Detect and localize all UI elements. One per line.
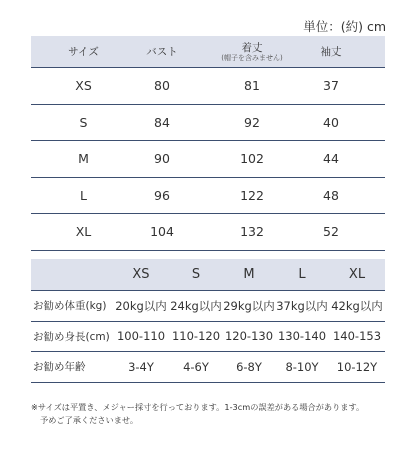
- header-size-m: M: [243, 267, 255, 282]
- note-line-1: ※サイズは平置き、メジャー採寸を行っております。1-3cmの誤差がある場合があります。: [31, 402, 365, 412]
- row-label-weight: お勧め体重(kg): [33, 300, 107, 313]
- recommend-table-header: [31, 259, 385, 291]
- value-cell: 3-4Y: [128, 359, 154, 374]
- header-size-xl: XL: [348, 267, 366, 282]
- table-row: [31, 141, 385, 178]
- value-cell: 110-120: [171, 329, 221, 344]
- length-cell: 81: [244, 78, 260, 94]
- sleeve-cell: 52: [323, 224, 339, 240]
- header-size: サイズ: [68, 46, 99, 58]
- bust-cell: 90: [154, 151, 170, 167]
- value-cell: 4-6Y: [183, 359, 209, 374]
- row-label-age: お勧め年齢: [33, 361, 86, 374]
- size-cell: XS: [75, 78, 92, 94]
- header-length-note: (帽子を含みません): [221, 53, 283, 62]
- size-cell: M: [78, 151, 89, 167]
- value-cell: 42kg以内: [331, 298, 383, 313]
- length-cell: 122: [240, 187, 264, 203]
- value-cell: 130-140: [277, 329, 327, 344]
- value-cell: 120-130: [224, 329, 274, 344]
- recommend-table: [31, 259, 385, 383]
- value-cell: 37kg以内: [276, 298, 328, 313]
- table-row: [31, 214, 385, 251]
- size-table: [31, 36, 385, 251]
- length-cell: 102: [240, 151, 264, 167]
- size-cell: S: [79, 114, 88, 130]
- value-cell: 8-10Y: [285, 359, 319, 374]
- table-row: [31, 105, 385, 142]
- table-row: [31, 352, 385, 383]
- value-cell: 140-153: [332, 329, 382, 344]
- size-cell: XL: [75, 224, 92, 240]
- note-line-2: 予めご了承くださいませ。: [40, 415, 139, 425]
- sleeve-cell: 48: [323, 187, 339, 203]
- value-cell: 24kg以内: [170, 298, 222, 313]
- value-cell: 10-12Y: [336, 359, 378, 374]
- header-length-label: 着丈: [241, 41, 263, 54]
- table-row: [31, 68, 385, 105]
- header-sleeve: 袖丈: [320, 46, 342, 58]
- row-label-height: お勧め身長(cm): [33, 330, 110, 343]
- length-cell: 92: [244, 114, 260, 130]
- length-cell: 132: [240, 224, 264, 240]
- bust-cell: 84: [154, 114, 170, 130]
- table-row: [31, 178, 385, 215]
- measurement-note: [31, 401, 401, 427]
- value-cell: 20kg以内: [115, 298, 167, 313]
- header-size-xs: XS: [132, 267, 150, 282]
- size-cell: L: [80, 187, 87, 203]
- bust-cell: 80: [154, 78, 170, 94]
- unit-label: 単位：(約) cm: [303, 19, 386, 34]
- sleeve-cell: 44: [323, 151, 339, 167]
- value-cell: 6-8Y: [236, 359, 262, 374]
- header-bust: バスト: [146, 46, 178, 58]
- table-row: [31, 291, 385, 322]
- value-cell: 100-110: [116, 329, 166, 344]
- sleeve-cell: 37: [323, 78, 339, 94]
- bust-cell: 96: [154, 187, 170, 203]
- header-size-l: L: [298, 267, 306, 282]
- size-table-header: [31, 36, 385, 68]
- bust-cell: 104: [150, 224, 174, 240]
- header-size-s: S: [191, 267, 201, 282]
- sleeve-cell: 40: [323, 114, 339, 130]
- header-length: [207, 36, 297, 67]
- table-row: [31, 322, 385, 353]
- value-cell: 29kg以内: [223, 298, 275, 313]
